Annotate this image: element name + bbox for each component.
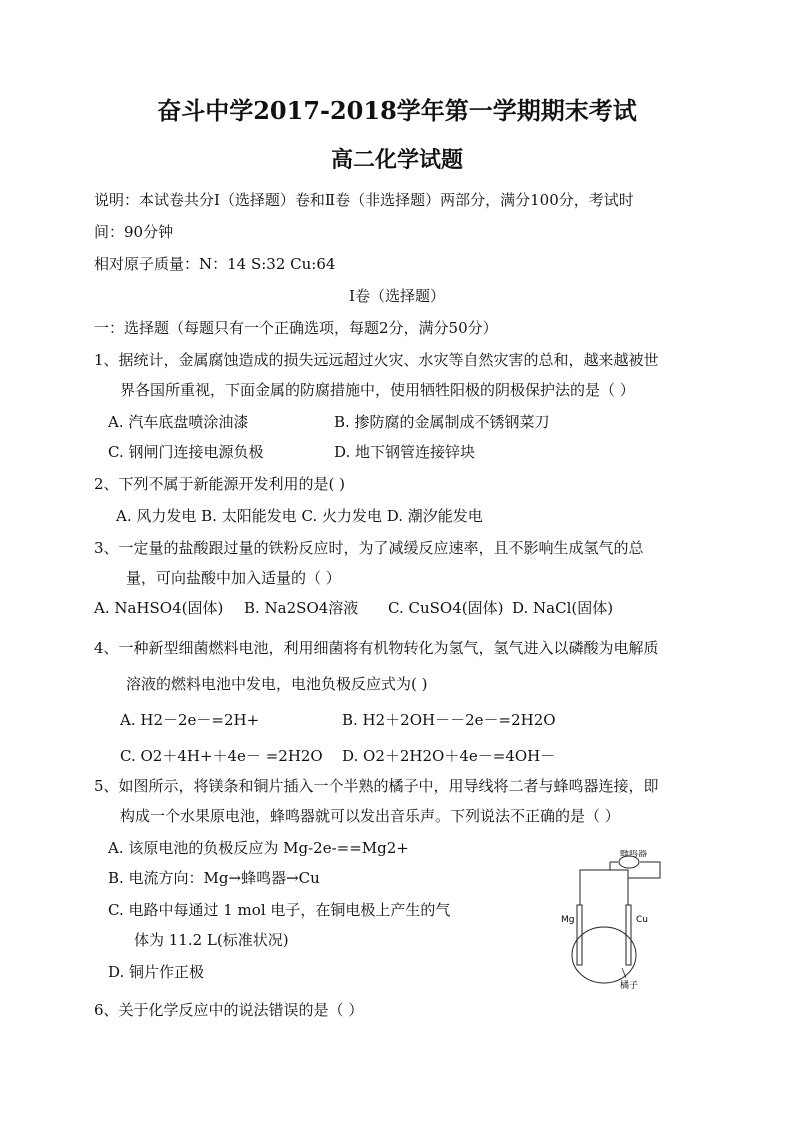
wire-left — [580, 862, 660, 925]
q5-option-c-line-1: C. 电路中每通过 1 mol 电子，在铜电极上产生的气 — [108, 901, 451, 919]
q3-option-d: D. NaCl(固体) — [512, 599, 614, 617]
q3-stem-line-2: 量，可向盐酸中加入适量的（ ） — [126, 569, 341, 587]
q1-option-c: C. 钢闸门连接电源负极 — [108, 443, 264, 461]
exam-subtitle: 高二化学试题 — [330, 147, 463, 173]
q4-option-b: B. H2＋2OH－－2e－=2H2O — [342, 711, 556, 729]
q2-options: A. 风力发电 B. 太阳能发电 C. 火力发电 D. 潮汐能发电 — [116, 507, 483, 525]
q3-option-b: B. Na2SO4溶液 — [244, 599, 359, 617]
section-heading: Ⅰ卷（选择题） — [349, 287, 445, 305]
q1-option-a: A. 汽车底盘喷涂油漆 — [108, 413, 249, 431]
q6-stem: 6、关于化学反应中的说法错误的是（ ） — [94, 1001, 364, 1019]
q4-stem-line-1: 4、一种新型细菌燃料电池，利用细菌将有机物转化为氢气，氢气进入以磷酸为电解质 — [94, 639, 659, 657]
q5-option-d: D. 铜片作正极 — [108, 963, 205, 981]
q4-option-d: D. O2＋2H2O＋4e－=4OH－ — [342, 747, 556, 765]
q1-option-b: B. 掺防腐的金属制成不锈钢菜刀 — [334, 413, 550, 431]
orange-label: 橘子 — [620, 981, 639, 990]
q4-option-a: A. H2－2e－=2H+ — [120, 711, 260, 729]
fruit-battery-diagram — [548, 850, 668, 990]
mg-label: Mg — [561, 915, 575, 925]
q2-stem: 2、下列不属于新能源开发利用的是( ) — [94, 475, 346, 493]
q3-option-a: A. NaHSO4(固体) — [94, 599, 224, 617]
section-instruction: 一：选择题（每题只有一个正确选项，每题2分，满分50分） — [94, 319, 498, 337]
cu-label: Cu — [636, 915, 648, 925]
q5-option-a: A. 该原电池的负极反应为 Mg-2e-==Mg2+ — [108, 839, 409, 857]
exam-title: 奋斗中学2017-2018学年第一学期期末考试 — [157, 96, 637, 125]
intro-line-2: 间：90分钟 — [94, 223, 174, 241]
q4-option-c: C. O2＋4H+＋4e－ =2H2O — [120, 747, 323, 765]
q1-stem-line-2: 界各国所重视，下面金属的防腐措施中，使用牺牲阳极的阴极保护法的是（ ） — [120, 381, 635, 399]
q1-option-d: D. 地下钢管连接锌块 — [334, 443, 476, 461]
q4-stem-line-2: 溶液的燃料电池中发电，电池负极反应式为( ) — [126, 675, 428, 693]
q1-stem-line-1: 1、据统计，金属腐蚀造成的损失远远超过火灾、水灾等自然灾害的总和，越来越被世 — [94, 351, 659, 369]
q3-stem-line-1: 3、一定量的盐酸跟过量的铁粉反应时，为了减缓反应速率，且不影响生成氢气的总 — [94, 539, 644, 557]
intro-line-1: 说明：本试卷共分Ⅰ（选择题）卷和Ⅱ卷（非选择题）两部分，满分100分，考试时 — [94, 191, 634, 209]
q5-option-b: B. 电流方向：Mg→蜂鸣器→Cu — [108, 869, 320, 887]
q5-stem-line-2: 构成一个水果原电池，蜂鸣器就可以发出音乐声。下列说法不正确的是（ ） — [120, 807, 620, 825]
q5-option-c-line-2: 体为 11.2 L(标准状况) — [134, 931, 289, 949]
buzzer-label: 蜂鸣器 — [620, 850, 648, 859]
atomic-masses: 相对原子质量：N：14 S:32 Cu:64 — [94, 255, 336, 273]
q5-stem-line-1: 5、如图所示，将镁条和铜片插入一个半熟的橘子中，用导线将二者与蜂鸣器连接，即 — [94, 777, 659, 795]
q3-option-c: C. CuSO4(固体) — [388, 599, 504, 617]
